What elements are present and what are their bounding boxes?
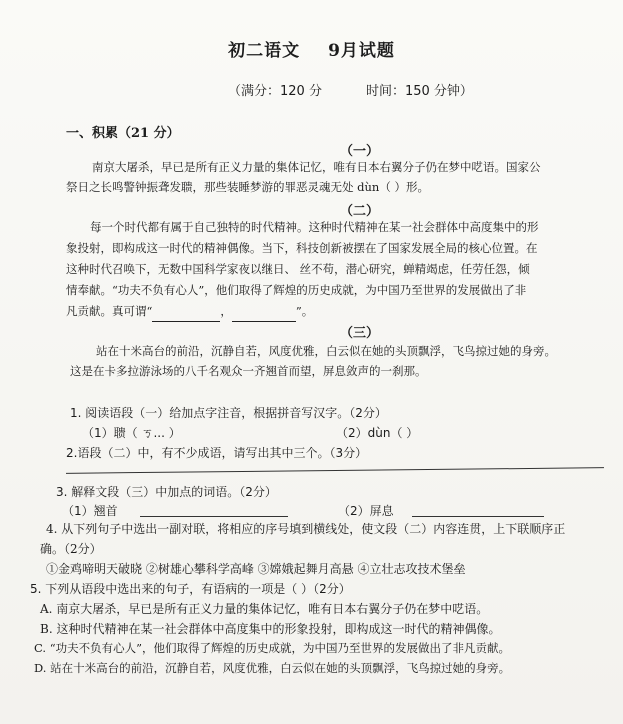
part2-line: 每一个时代都有属于自己独特的时代精神。这种时代精神在某一社会群体中高度集中的形 bbox=[90, 220, 539, 234]
question-1-a: （1）聩（ ㄎ... ） bbox=[82, 426, 181, 440]
idiom-blank-2[interactable] bbox=[232, 321, 296, 322]
idiom-blank-1[interactable] bbox=[152, 321, 220, 322]
part2-line5-end: ”。 bbox=[295, 304, 314, 318]
exam-meta bbox=[228, 80, 473, 99]
title-month: 9月试题 bbox=[328, 41, 395, 61]
question-4-options: ①金鸡啼明天破晓 ②树雄心攀科学高峰 ③嫦娥起舞月高悬 ④立壮志攻技术堡垒 bbox=[46, 562, 466, 576]
question-2: 2.语段（二）中，有不少成语，请写出其中三个。（3分） bbox=[66, 446, 368, 460]
full-score: （满分：120 分 bbox=[228, 84, 322, 99]
part2-line: 象投射，即构成这一时代的精神偶像。当下，科技创新被摆在了国家发展全局的核心位置。在 bbox=[66, 241, 538, 255]
part2-label: （二） bbox=[340, 204, 380, 219]
part3-label: （三） bbox=[340, 326, 380, 341]
part1-line: 祭日之长鸣警钟振聋发聩，那些装睡梦游的罪恶灵魂无处 dùn（ ）形。 bbox=[66, 180, 429, 194]
part1-line: 南京大屠杀，早已是所有正义力量的集体记忆，唯有日本右翼分子仍在梦中呓语。国家公 bbox=[92, 160, 541, 174]
part2-line: 这种时代召唤下，无数中国科学家夜以继日、 丝不苟，潜心研究，蝉精竭虑，任劳任怨，倾 bbox=[66, 262, 530, 276]
question-3-a: （1）翘首 bbox=[62, 504, 118, 518]
part3-line: 这是在卡多拉游泳场的八千名观众一齐翘首而望，屏息敛声的一刹那。 bbox=[70, 364, 427, 378]
time-limit: 时间：150 分钟） bbox=[365, 84, 473, 99]
option-d: D. 站在十米高台的前沿，沉静自若，风度优雅，白云似在她的头顶飘浮，飞鸟掠过她的身旁。 bbox=[34, 661, 511, 675]
question-3: 3. 解释文段（三）中加点的词语。（2分） bbox=[56, 485, 277, 499]
part1-label: （一） bbox=[340, 144, 380, 159]
question-4: 4. 从下列句子中选出一副对联，将相应的序号填到横线处，使文段（二）内容连贯，上下联顺序正 bbox=[46, 522, 566, 536]
option-a: A. 南京大屠杀，早已是所有正义力量的集体记忆，唯有日本右翼分子仍在梦中呓语。 bbox=[40, 602, 489, 616]
question-4-cont: 确。（2分） bbox=[40, 542, 102, 556]
option-b: B. 这种时代精神在某一社会群体中高度集中的形象投射，即构成这一时代的精神偶像。 bbox=[40, 622, 501, 636]
exam-title bbox=[0, 36, 623, 61]
option-c: C. “功夫不负有心人”，他们取得了辉煌的历史成就，为中国乃至世界的发展做出了非凡贡献。 bbox=[34, 641, 510, 655]
answer-line[interactable] bbox=[412, 516, 544, 517]
answer-line[interactable] bbox=[140, 516, 288, 517]
part2-line bbox=[66, 302, 313, 322]
section-heading: 一、积累（21 分） bbox=[66, 126, 180, 141]
part3-line: 站在十米高台的前沿，沉静自若，风度优雅，白云似在她的头顶飘浮，飞鸟掠过她的身旁。 bbox=[96, 344, 556, 358]
question-1-b: （2）dùn（ ） bbox=[336, 426, 419, 440]
title-subject: 初二语文 bbox=[228, 41, 301, 61]
part2-line5-start: 凡贡献。真可谓“ bbox=[66, 304, 153, 318]
part2-line: 情奉献。“功夫不负有心人”，他们取得了辉煌的历史成就，为中国乃至世界的发展做出了非 bbox=[66, 283, 527, 297]
question-3-b: （2）屏息 bbox=[338, 504, 394, 518]
part2-line5-comma: ， bbox=[220, 304, 232, 318]
question-5: 5. 下列从语段中选出来的句子，有语病的一项是（ ）（2分） bbox=[30, 582, 351, 596]
answer-line[interactable] bbox=[66, 467, 604, 474]
question-1: 1. 阅读语段（一）给加点字注音，根据拼音写汉字。（2分） bbox=[70, 406, 387, 420]
